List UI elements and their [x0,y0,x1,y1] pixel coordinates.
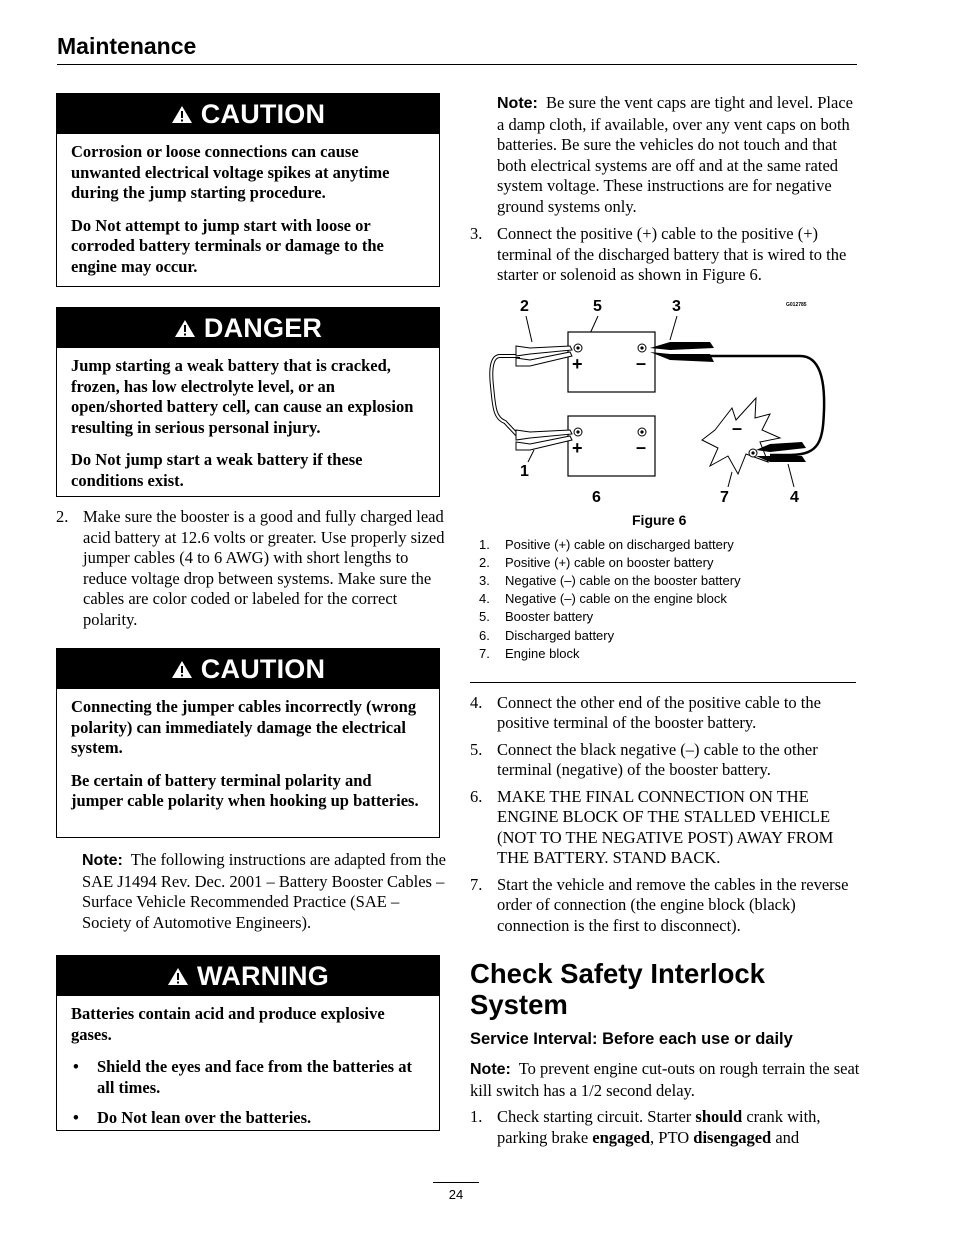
callout-7: 7 [720,488,729,506]
legend-item: 6. Discharged battery [479,627,615,643]
caution-text: Be certain of battery terminal polarity and jumper cable polarity when hooking up batteries. [71,770,419,810]
step-2 [56,507,446,630]
legend-item: 5. Booster battery [479,609,594,625]
left-column [56,93,446,1131]
section-header: Maintenance [57,33,197,59]
step-7 [470,875,860,937]
step-text: Connect the positive (+) cable to the positive (+) terminal of the discharged battery that is wired to the starter or solenoid as shown in Figure 6. [497,224,847,284]
engine-block [702,398,780,474]
warning-body [57,996,439,1139]
note-label: Note: [497,95,538,112]
caution-header [57,649,439,689]
note-label: Note: [470,1061,511,1079]
step-text: MAKE THE FINAL CONNECTION ON THE ENGINE BLOCK OF THE STALLED VEHICLE (NOT TO THE NEGATIVE POST) AWAY FROM THE BATTERY. STAND BACK. [497,786,834,868]
step-text: Connect the other end of the positive cable to the positive terminal of the booster battery. [497,692,821,733]
caution-text: Corrosion or loose connections can cause unwanted electrical voltage spikes at anytime during the jump starting procedure. [71,142,390,202]
caution-title: CAUTION [200,98,326,129]
figure-rule [470,682,856,683]
clamp-positive-booster [516,346,572,366]
danger-box [56,307,440,497]
warning-title: WARNING [197,960,329,991]
callout-4: 4 [790,488,799,506]
step-number: 2. [56,507,69,526]
note-label: Note: [82,852,123,869]
plus-sign: + [572,437,583,458]
warning-box [56,955,440,1131]
step-number: 5. [470,739,483,759]
step-number: 6. [470,786,483,806]
caution-box [56,648,440,838]
step-text: Start the vehicle and remove the cables in the reverse order of connection (the engine block (black) connection is the first to disconnect). [497,874,849,935]
caution-text: Do Not attempt to jump start with loose or corroded battery terminals or damage to the engine may occur. [71,215,384,276]
legend-item: 3. Negative (–) cable on the booster battery [479,572,741,588]
minus-sign: – [636,436,647,457]
legend-item: 7. Engine block [479,645,580,661]
step-number: 3. [470,224,483,243]
note-text: The following instructions are adapted from the SAE J1494 Rev. Dec. 2001 – Battery Booster Cables – Surface Vehicle Recommended Practice (SAE – Society of Automotive Engineers). [82,850,446,932]
caution-box [56,93,440,287]
warning-bullets [71,1057,425,1129]
step-6 [470,787,860,869]
minus-sign: – [732,417,743,438]
callout-1: 1 [520,462,529,480]
warning-triangle-icon [171,660,193,679]
figure-caption: Figure 6 [632,511,687,528]
note [56,850,446,933]
note [470,1059,860,1101]
header-rule [57,64,857,65]
service-interval: Service Interval: Before each use or daily [470,1030,793,1049]
callout-5: 5 [593,297,602,315]
plus-sign: + [572,353,583,374]
step-4 [470,693,860,734]
warning-text: Batteries contain acid and produce explosive gases. [71,1004,385,1044]
caution-text: Connecting the jumper cables incorrectly (wrong polarity) can immediately damage the electrical system. [71,697,417,757]
clamp-negative-booster [650,342,714,362]
step-3 [470,224,860,286]
note [470,93,860,217]
caution-title: CAUTION [200,653,326,684]
callout-3: 3 [672,297,681,315]
danger-body [57,348,439,501]
warning-triangle-icon [167,967,189,986]
warning-bullet: • Shield the eyes and face from the batteries at all times. [71,1057,425,1098]
warning-triangle-icon [171,105,193,124]
figure-legend [470,536,860,663]
minus-sign: – [636,352,647,373]
step-text: Connect the black negative (–) cable to the other terminal (negative) of the booster battery. [497,739,818,780]
warning-header [57,956,439,996]
step-5 [470,740,860,781]
step-number: 4. [470,692,483,712]
warning-bullet: • Do Not lean over the batteries. [71,1108,425,1129]
step-text: Check starting circuit. Starter should crank with, parking brake engaged, PTO disengaged and [497,1107,821,1147]
page-number: 24 [433,1182,479,1202]
legend-item: 4. Negative (–) cable on the engine block [479,591,727,607]
callout-2: 2 [520,297,529,315]
legend-item: 2. Positive (+) cable on booster battery [479,554,714,570]
section-title: Check Safety Interlock System [470,958,765,1021]
note-text: To prevent engine cut-outs on rough terrain the seat kill switch has a 1/2 second delay. [470,1059,860,1100]
figure-code: G012785 [786,301,807,308]
legend-item: 1. Positive (+) cable on discharged battery [479,536,734,552]
clamp-positive-discharged [516,430,572,450]
step-number: 1. [470,1107,483,1127]
danger-text: Jump starting a weak battery that is cracked, frozen, has low electrolyte level, or an open/shorted battery cell, can cause an explosion resulting in serious personal injury. [71,356,414,437]
danger-header [57,308,439,348]
caution-body [57,689,439,822]
danger-text: Do Not jump start a weak battery if these conditions exist. [71,450,363,490]
step-number: 7. [470,874,483,894]
figure-6 [470,290,860,530]
caution-header [57,94,439,134]
danger-title: DANGER [203,312,323,343]
jump-start-diagram [470,290,860,508]
check-step-1 [470,1107,860,1148]
caution-body [57,134,439,287]
note-text: Be sure the vent caps are tight and level. Place a damp cloth, if available, over any vent caps on both batteries. Be sure the vehicles do not touch and that both electrical systems are off and at the same rated system voltage. These instructions are for negative ground systems only. [497,93,853,216]
callout-6: 6 [592,488,601,506]
step-text: Make sure the booster is a good and fully charged lead acid battery at 12.6 volts or greater. Use properly sized jumper cables (4 to 6 AWG) with short lengths to reduce voltage drop between systems. Make sure the cables are color coded or labeled for the correct polarity. [83,507,445,629]
right-column [470,93,860,1148]
warning-triangle-icon [174,319,196,338]
